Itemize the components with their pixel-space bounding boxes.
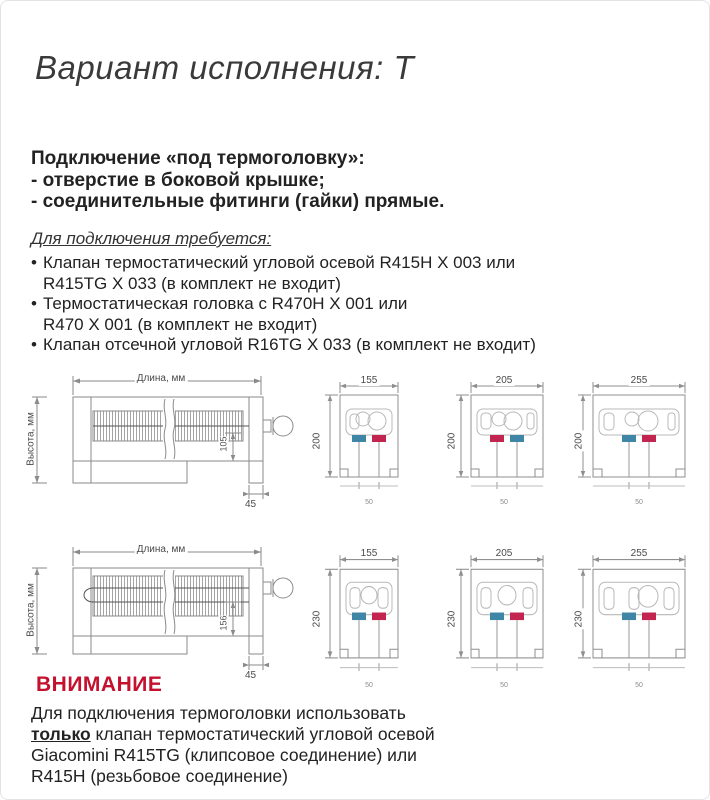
item-text-continuation: R415TG X 033 (в комплект не входит)	[43, 273, 341, 293]
width-dimension: 255	[630, 375, 648, 386]
height-dimension: 230	[311, 610, 323, 628]
page-title: Вариант исполнения: Т	[35, 49, 415, 86]
cross-section-drawing	[304, 552, 434, 686]
emphasis-word: только	[31, 724, 91, 744]
cross-section-205	[439, 548, 569, 689]
height-dimension: 230	[573, 610, 585, 628]
supply-connector	[352, 613, 366, 621]
return-connector	[372, 613, 386, 621]
bullet-icon: •	[31, 253, 37, 272]
return-connector	[510, 435, 524, 442]
item-text: Клапан термостатический угловой осевой R415H X 003 или	[43, 253, 516, 272]
cross-section-155	[304, 548, 434, 689]
width-dimension: 205	[495, 375, 513, 386]
pipe-axis-dimension: 156	[218, 615, 229, 631]
bullet-icon: •	[31, 335, 37, 354]
item-text: Термостатическая головка с R470H X 001 или	[43, 294, 408, 313]
supply-connector	[490, 435, 504, 442]
diagram-row-height-200	[1, 373, 710, 508]
warning-heading: ВНИМАНИЕ	[36, 673, 163, 696]
height-dimension: 200	[573, 432, 585, 450]
warning-line: Для подключения термоголовки использовать	[31, 703, 406, 723]
cross-section-205	[439, 375, 569, 506]
cross-section-drawing	[304, 379, 434, 503]
convector-side-view	[25, 373, 295, 510]
side-offset-dimension: 45	[245, 499, 257, 510]
pipe-spacing-dimension: 50	[365, 499, 373, 506]
height-dimension: 200	[311, 432, 323, 450]
convector-side-view	[25, 544, 295, 681]
requirements-heading: Для подключения требуется:	[31, 229, 272, 248]
intro-bullet-2: - соединительные фитинги (гайки) прямые.	[31, 191, 445, 212]
cross-section-drawing	[574, 552, 704, 686]
requirements-list	[31, 253, 536, 356]
convector-side-view-drawing	[27, 544, 295, 676]
pipe-spacing-dimension: 50	[635, 499, 643, 506]
height-dimension: 200	[446, 432, 458, 450]
supply-connector	[490, 613, 504, 621]
width-dimension: 155	[360, 548, 378, 559]
warning-line: только клапан термостатический угловой осевой	[31, 724, 435, 744]
height-dimension-label: Высота, мм	[25, 412, 37, 466]
cross-section-drawing	[574, 379, 704, 503]
cross-section-255	[573, 548, 704, 689]
supply-connector	[352, 435, 366, 442]
pipe-axis-dimension: 105	[218, 436, 229, 452]
return-connector	[642, 435, 656, 442]
supply-connector	[622, 613, 636, 621]
pipe-spacing-dimension: 50	[635, 682, 643, 689]
bullet-icon: •	[31, 294, 37, 313]
item-text: Клапан отсечной угловой R16TG X 033 (в комплект не входит)	[43, 335, 536, 354]
side-offset-dimension: 45	[245, 670, 257, 681]
return-connector	[510, 613, 524, 621]
pipe-spacing-dimension: 50	[500, 682, 508, 689]
warning-line: R415H (резьбовое соединение)	[31, 766, 288, 786]
pipe-spacing-dimension: 50	[500, 499, 508, 506]
list-item	[31, 335, 536, 356]
list-item	[31, 294, 536, 335]
cross-section-drawing	[439, 379, 569, 503]
width-dimension: 155	[360, 375, 378, 386]
return-connector	[642, 613, 656, 621]
intro-bullet-1: - отверстие в боковой крышке;	[31, 169, 325, 191]
height-dimension: 230	[446, 610, 458, 628]
diagram-row-height-230	[1, 544, 710, 689]
item-text-continuation: R470 X 001 (в комплект не входит)	[43, 314, 318, 334]
list-item	[31, 253, 536, 294]
warning-line: Giacomini R415TG (клипсовое соединение) или	[31, 745, 417, 765]
length-dimension-label: Длина, мм	[136, 373, 186, 384]
connection-intro	[31, 148, 444, 213]
height-dimension-label: Высота, мм	[25, 583, 37, 637]
supply-connector	[622, 435, 636, 442]
width-dimension: 255	[630, 548, 648, 559]
length-dimension-label: Длина, мм	[136, 544, 186, 555]
warning-text	[31, 703, 435, 787]
pipe-spacing-dimension: 50	[365, 682, 373, 689]
cross-section-155	[304, 375, 434, 506]
return-connector	[372, 435, 386, 442]
intro-heading: Подключение «под термоголовку»:	[31, 148, 365, 169]
cross-section-255	[573, 375, 704, 506]
width-dimension: 205	[495, 548, 513, 559]
cross-section-drawing	[439, 552, 569, 686]
convector-side-view-drawing	[27, 373, 295, 505]
